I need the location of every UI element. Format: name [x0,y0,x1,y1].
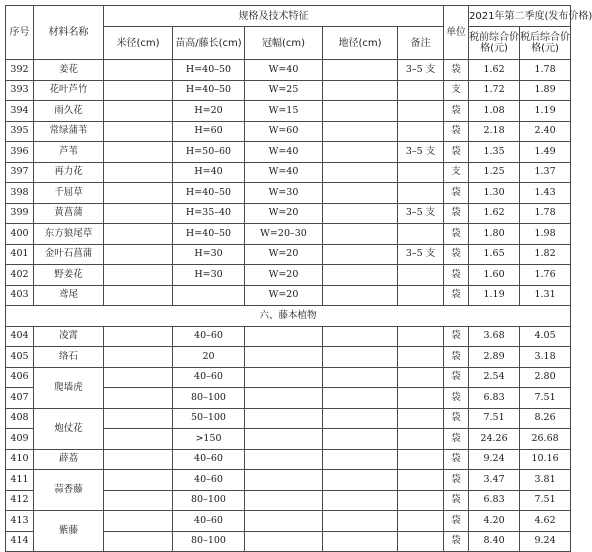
cell-rice [104,490,173,511]
cell-ground [323,224,398,245]
cell-name: 黄菖蒲 [34,203,104,224]
cell-rice [104,121,173,142]
cell-ground [323,449,398,470]
cell-note [398,429,444,450]
cell-pre-tax: 1.35 [469,142,520,163]
cell-unit: 袋 [444,511,469,532]
cell-no: 395 [6,121,34,142]
cell-name: 芦苇 [34,142,104,163]
cell-name: 野姜花 [34,265,104,286]
cell-no: 403 [6,285,34,306]
cell-post-tax: 1.82 [520,244,571,265]
cell-height: H=30 [173,244,245,265]
cell-post-tax: 3.18 [520,347,571,368]
cell-unit: 支 [444,162,469,183]
cell-pre-tax: 1.60 [469,265,520,286]
cell-post-tax: 26.68 [520,429,571,450]
cell-pre-tax: 1.19 [469,285,520,306]
cell-unit: 袋 [444,285,469,306]
cell-ground [323,203,398,224]
header-rice: 米径(cm) [104,27,173,60]
cell-pre-tax: 6.83 [469,490,520,511]
cell-no: 400 [6,224,34,245]
cell-note [398,388,444,409]
cell-post-tax: 8.26 [520,408,571,429]
cell-note [398,285,444,306]
cell-rice [104,388,173,409]
cell-note [398,162,444,183]
cell-unit: 袋 [444,429,469,450]
cell-rice [104,347,173,368]
header-post-tax: 税后综合价格(元) [520,27,571,60]
cell-pre-tax: 7.51 [469,408,520,429]
header-name: 材料名称 [34,6,104,60]
cell-note [398,367,444,388]
cell-post-tax: 2.40 [520,121,571,142]
cell-height: 40–60 [173,367,245,388]
cell-crown: W=30 [245,183,323,204]
cell-pre-tax: 1.62 [469,60,520,81]
cell-name: 凌霄 [34,326,104,347]
cell-note [398,470,444,491]
cell-ground [323,142,398,163]
cell-pre-tax: 24.26 [469,429,520,450]
cell-no: 397 [6,162,34,183]
cell-name: 蒜香藤 [34,470,104,511]
cell-pre-tax: 9.24 [469,449,520,470]
cell-unit: 支 [444,80,469,101]
cell-unit: 袋 [444,203,469,224]
cell-note [398,101,444,122]
cell-rice [104,408,173,429]
cell-ground [323,285,398,306]
cell-unit: 袋 [444,388,469,409]
table-row [6,511,571,532]
cell-crown: W=20 [245,203,323,224]
cell-height: 40–60 [173,326,245,347]
cell-crown: W=20 [245,265,323,286]
cell-pre-tax: 4.20 [469,511,520,532]
table-row [6,80,571,101]
cell-rice [104,285,173,306]
cell-unit: 袋 [444,367,469,388]
cell-rice [104,162,173,183]
cell-no: 414 [6,531,34,552]
table-row [6,347,571,368]
cell-ground [323,408,398,429]
cell-height: 40–60 [173,511,245,532]
cell-ground [323,531,398,552]
cell-no: 405 [6,347,34,368]
cell-post-tax: 3.81 [520,470,571,491]
table-row [6,265,571,286]
cell-height: H=35–40 [173,203,245,224]
cell-post-tax: 1.78 [520,60,571,81]
cell-pre-tax: 1.72 [469,80,520,101]
cell-rice [104,429,173,450]
cell-crown: W=60 [245,121,323,142]
table-body-aquatic [6,60,571,306]
cell-ground [323,121,398,142]
cell-post-tax: 4.62 [520,511,571,532]
cell-crown [245,408,323,429]
cell-unit: 袋 [444,265,469,286]
cell-no: 409 [6,429,34,450]
cell-crown: W=40 [245,60,323,81]
cell-post-tax: 1.89 [520,80,571,101]
cell-unit: 袋 [444,244,469,265]
header-ground: 地径(cm) [323,27,398,60]
cell-note [398,326,444,347]
cell-note [398,449,444,470]
cell-crown: W=25 [245,80,323,101]
cell-post-tax: 1.43 [520,183,571,204]
cell-post-tax: 1.37 [520,162,571,183]
cell-no: 408 [6,408,34,429]
cell-ground [323,60,398,81]
cell-rice [104,142,173,163]
table-row [6,162,571,183]
table-row [6,101,571,122]
cell-height: >150 [173,429,245,450]
cell-unit: 袋 [444,101,469,122]
table-row [6,60,571,81]
cell-unit: 袋 [444,449,469,470]
cell-no: 401 [6,244,34,265]
cell-ground [323,244,398,265]
cell-unit: 袋 [444,121,469,142]
cell-name: 东方狼尾草 [34,224,104,245]
cell-no: 399 [6,203,34,224]
table-row [6,285,571,306]
header-note: 备注 [398,27,444,60]
cell-height: 20 [173,347,245,368]
cell-note [398,531,444,552]
cell-ground [323,101,398,122]
cell-unit: 袋 [444,326,469,347]
cell-height: 40–60 [173,470,245,491]
cell-name: 薜荔 [34,449,104,470]
cell-no: 411 [6,470,34,491]
cell-note [398,183,444,204]
table-row [6,224,571,245]
cell-name: 常绿蒲苇 [34,121,104,142]
cell-pre-tax: 3.68 [469,326,520,347]
cell-pre-tax: 2.18 [469,121,520,142]
cell-height: H=20 [173,101,245,122]
cell-pre-tax: 1.65 [469,244,520,265]
cell-ground [323,80,398,101]
cell-pre-tax: 1.30 [469,183,520,204]
cell-height: 80–100 [173,388,245,409]
cell-rice [104,80,173,101]
cell-no: 407 [6,388,34,409]
cell-note [398,80,444,101]
cell-post-tax: 10.16 [520,449,571,470]
cell-pre-tax: 6.83 [469,388,520,409]
table-row [6,408,571,429]
cell-unit: 袋 [444,490,469,511]
cell-post-tax: 1.19 [520,101,571,122]
cell-unit: 袋 [444,60,469,81]
cell-crown [245,490,323,511]
cell-pre-tax: 2.54 [469,367,520,388]
table-row [6,367,571,388]
cell-post-tax: 1.49 [520,142,571,163]
cell-crown [245,531,323,552]
cell-height: H=40 [173,162,245,183]
cell-ground [323,326,398,347]
section-row [6,306,571,327]
cell-crown [245,326,323,347]
cell-rice [104,531,173,552]
cell-note [398,347,444,368]
cell-ground [323,490,398,511]
cell-name: 鸢尾 [34,285,104,306]
table-row [6,326,571,347]
cell-rice [104,183,173,204]
cell-ground [323,511,398,532]
cell-post-tax: 2.80 [520,367,571,388]
cell-name: 姜花 [34,60,104,81]
cell-no: 392 [6,60,34,81]
cell-crown: W=15 [245,101,323,122]
cell-crown [245,511,323,532]
cell-post-tax: 1.78 [520,203,571,224]
cell-unit: 袋 [444,224,469,245]
cell-rice [104,265,173,286]
cell-no: 410 [6,449,34,470]
cell-height: 40–60 [173,449,245,470]
cell-no: 413 [6,511,34,532]
cell-unit: 袋 [444,531,469,552]
cell-height [173,285,245,306]
cell-unit: 袋 [444,408,469,429]
header-unit: 单位 [444,6,469,60]
cell-pre-tax: 1.62 [469,203,520,224]
cell-pre-tax: 1.25 [469,162,520,183]
cell-name: 金叶石菖蒲 [34,244,104,265]
cell-no: 398 [6,183,34,204]
cell-post-tax: 1.98 [520,224,571,245]
cell-rice [104,244,173,265]
cell-name: 爬墙虎 [34,367,104,408]
cell-name: 花叶芦竹 [34,80,104,101]
cell-ground [323,429,398,450]
cell-rice [104,326,173,347]
cell-crown: W=40 [245,162,323,183]
cell-height: 80–100 [173,531,245,552]
cell-rice [104,367,173,388]
cell-ground [323,347,398,368]
cell-height: H=40–50 [173,60,245,81]
cell-name: 再力花 [34,162,104,183]
section-title: 六、藤本植物 [6,306,571,327]
cell-rice [104,101,173,122]
header-seq: 序号 [6,6,34,60]
cell-pre-tax: 8.40 [469,531,520,552]
cell-no: 396 [6,142,34,163]
cell-crown: W=20 [245,285,323,306]
cell-crown: W=40 [245,142,323,163]
cell-pre-tax: 1.08 [469,101,520,122]
cell-crown [245,367,323,388]
header-spec-group: 规格及技术特征 [104,6,444,27]
cell-no: 402 [6,265,34,286]
header-height: 苗高/藤长(cm) [173,27,245,60]
cell-post-tax: 4.05 [520,326,571,347]
cell-ground [323,183,398,204]
cell-note [398,511,444,532]
table-row [6,470,571,491]
table-row [6,142,571,163]
cell-no: 412 [6,490,34,511]
cell-unit: 袋 [444,347,469,368]
header-price-group: 2021年第二季度(发布价格) [469,6,571,27]
cell-ground [323,367,398,388]
cell-note [398,224,444,245]
cell-pre-tax: 2.89 [469,347,520,368]
table-row [6,449,571,470]
cell-crown [245,388,323,409]
cell-ground [323,265,398,286]
price-table [5,5,592,552]
cell-note [398,121,444,142]
cell-note: 3–5 支 [398,142,444,163]
cell-rice [104,449,173,470]
cell-height: 50–100 [173,408,245,429]
cell-rice [104,470,173,491]
cell-crown: W=20 [245,244,323,265]
cell-note: 3–5 支 [398,244,444,265]
header-pre-tax: 税前综合价格(元) [469,27,520,60]
cell-unit: 袋 [444,470,469,491]
table-body-vines [6,326,571,552]
cell-ground [323,388,398,409]
cell-note: 3–5 支 [398,203,444,224]
cell-note: 3–5 支 [398,60,444,81]
table-row [6,244,571,265]
cell-no: 394 [6,101,34,122]
cell-crown: W=20–30 [245,224,323,245]
table-row [6,183,571,204]
table-row [6,203,571,224]
cell-crown [245,470,323,491]
cell-note [398,265,444,286]
cell-height: H=30 [173,265,245,286]
cell-name: 千屈草 [34,183,104,204]
cell-name: 紫藤 [34,511,104,552]
cell-post-tax: 9.24 [520,531,571,552]
cell-crown [245,429,323,450]
cell-post-tax: 7.51 [520,490,571,511]
cell-post-tax: 7.51 [520,388,571,409]
cell-height: H=50–60 [173,142,245,163]
cell-crown [245,449,323,470]
cell-no: 393 [6,80,34,101]
cell-name: 炮仗花 [34,408,104,449]
cell-rice [104,203,173,224]
cell-unit: 袋 [444,183,469,204]
cell-crown [245,347,323,368]
cell-rice [104,511,173,532]
cell-unit: 袋 [444,142,469,163]
cell-height: H=40–50 [173,183,245,204]
cell-post-tax: 1.31 [520,285,571,306]
header-crown: 冠幅(cm) [245,27,323,60]
cell-ground [323,162,398,183]
cell-height: H=40–50 [173,224,245,245]
cell-no: 404 [6,326,34,347]
cell-height: H=60 [173,121,245,142]
cell-name: 络石 [34,347,104,368]
cell-pre-tax: 1.80 [469,224,520,245]
cell-height: 80–100 [173,490,245,511]
cell-post-tax: 1.76 [520,265,571,286]
cell-rice [104,224,173,245]
cell-rice [104,60,173,81]
cell-name: 雨久花 [34,101,104,122]
table-row [6,121,571,142]
cell-height: H=40–50 [173,80,245,101]
cell-no: 406 [6,367,34,388]
cell-pre-tax: 3.47 [469,470,520,491]
cell-note [398,490,444,511]
cell-ground [323,470,398,491]
cell-note [398,408,444,429]
